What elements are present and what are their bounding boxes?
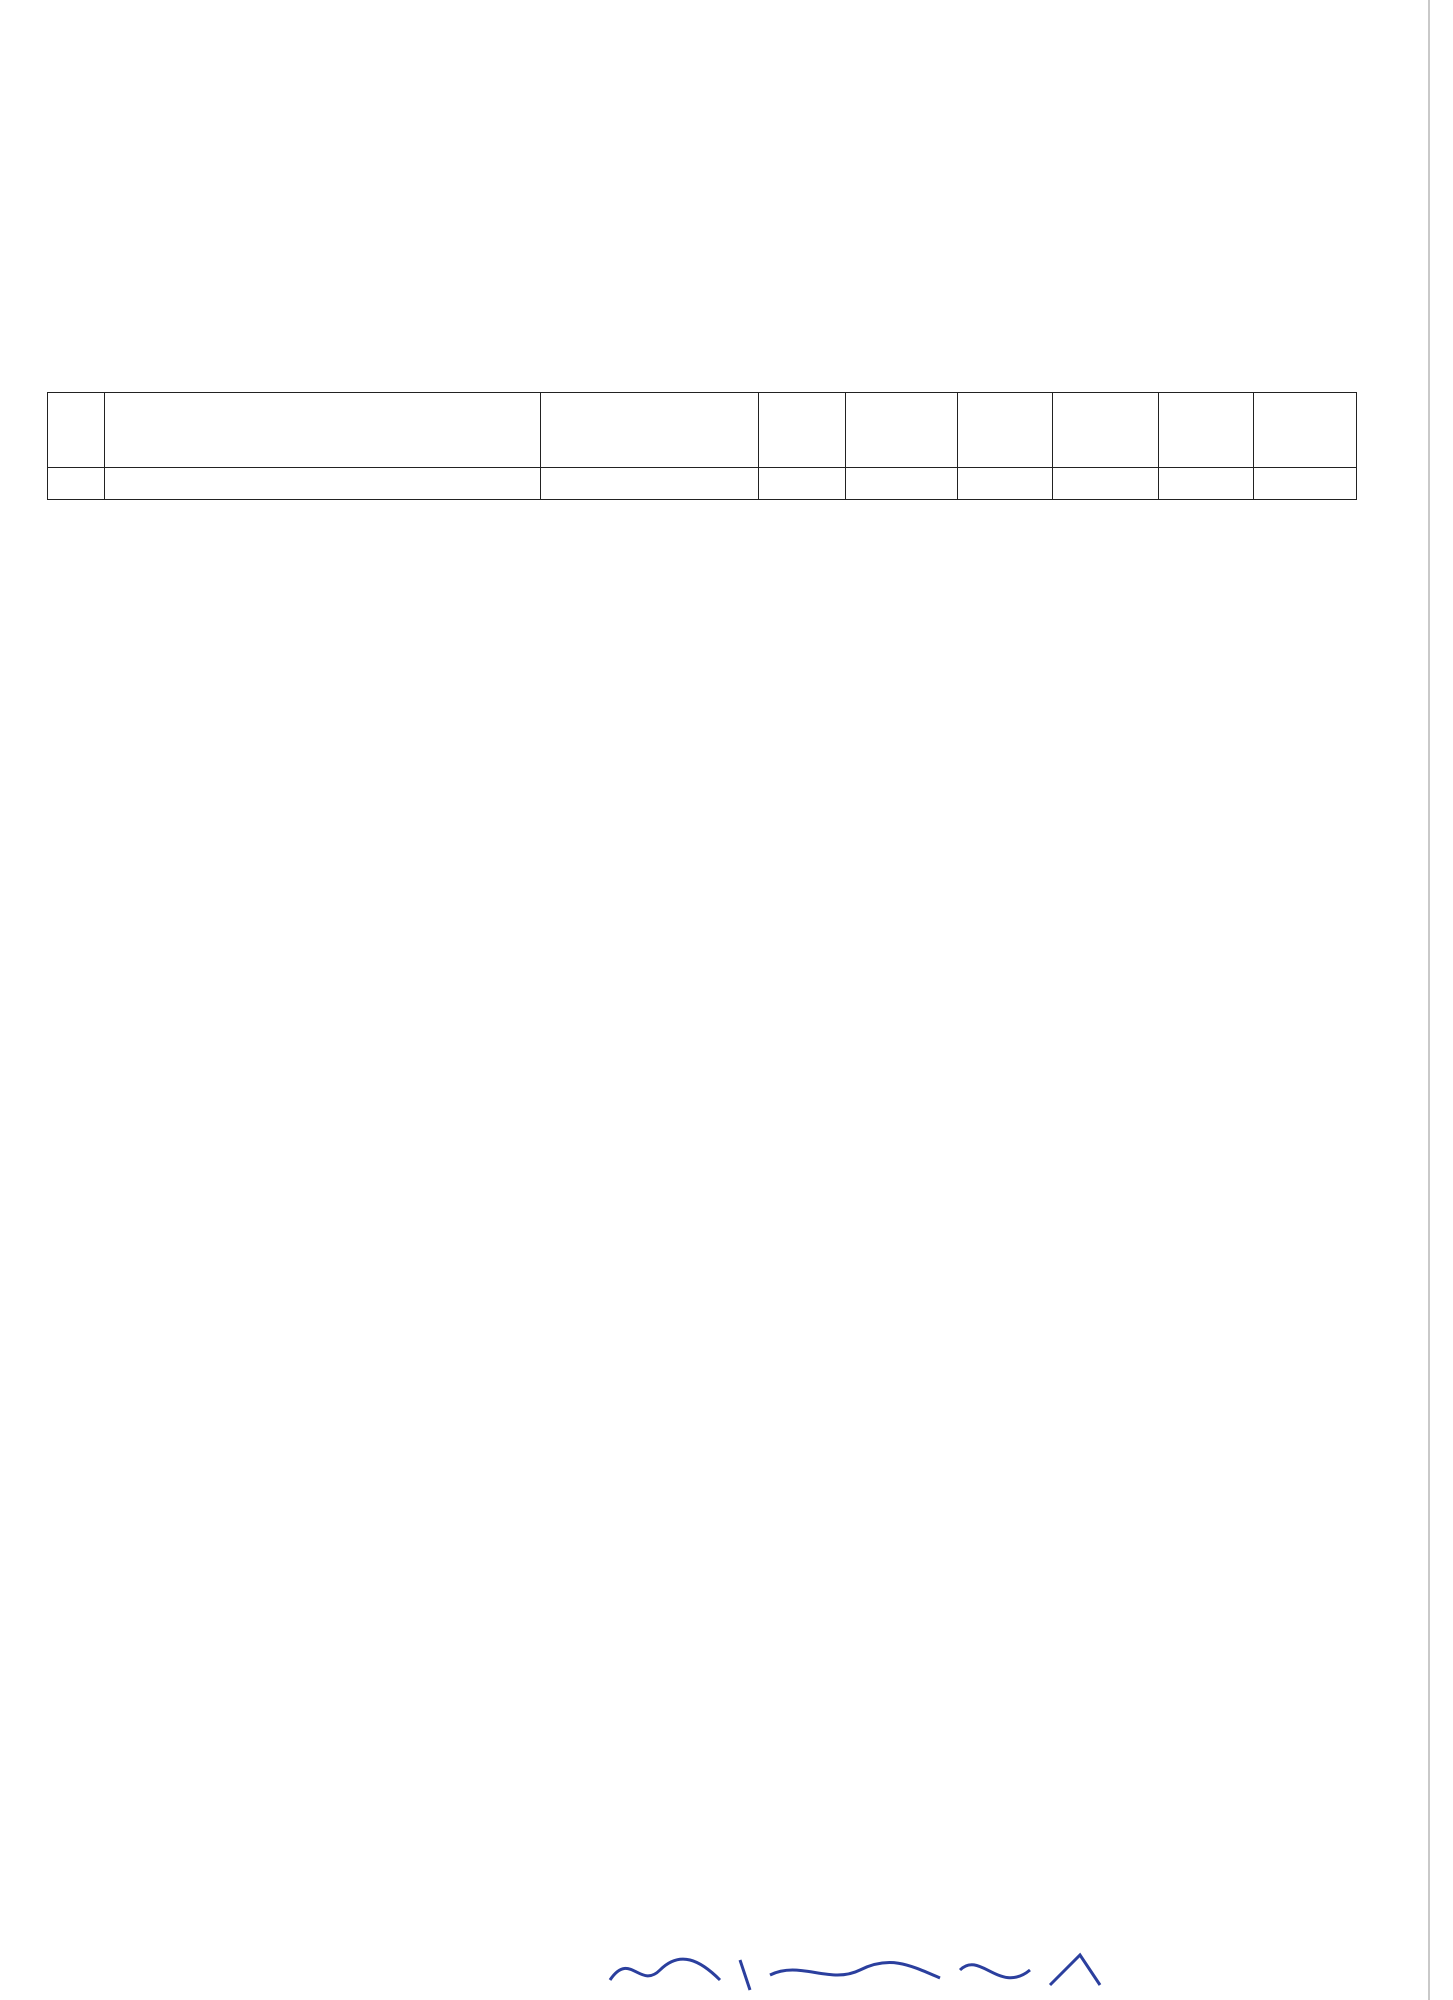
scan-edge [1428, 0, 1430, 2000]
header-note [1254, 393, 1357, 468]
page-number [1282, 4, 1352, 52]
total-row [48, 468, 1357, 500]
header-name [105, 393, 541, 468]
header-not-voted [1159, 393, 1254, 468]
header-for [846, 393, 958, 468]
table-header-row [48, 393, 1357, 468]
header-present [759, 393, 846, 468]
header-party [541, 393, 759, 468]
header-against [958, 393, 1053, 468]
header-abstain [1053, 393, 1159, 468]
total-label [105, 468, 541, 500]
bottom-signature [600, 1940, 1130, 2000]
votes-table [47, 392, 1357, 500]
header-num [48, 393, 105, 468]
